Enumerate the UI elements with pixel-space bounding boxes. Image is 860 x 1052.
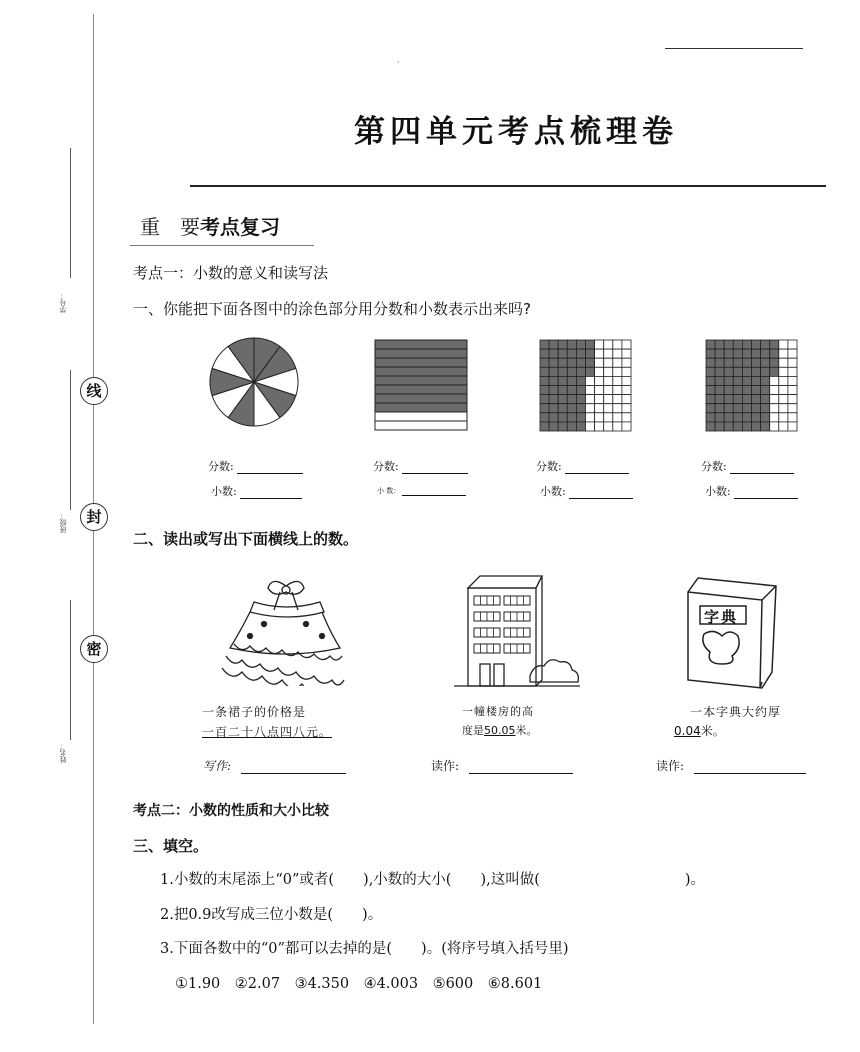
grid-cell <box>586 413 595 422</box>
grid-cell <box>752 386 761 395</box>
building-icon <box>454 572 582 690</box>
grid-cell <box>613 358 622 367</box>
grid-cell <box>724 358 733 367</box>
stripe <box>375 403 467 412</box>
grid-cell <box>604 404 613 413</box>
grid-cell <box>586 376 595 385</box>
dress-write-blank[interactable] <box>241 773 346 774</box>
grid-cell <box>604 340 613 349</box>
dress-icon <box>214 578 354 686</box>
grid-cell <box>770 349 779 358</box>
header-rule-short <box>665 48 803 49</box>
grid-cell <box>733 358 742 367</box>
grid-cell <box>779 422 788 431</box>
building-read-label: 读作: <box>431 759 460 773</box>
grid-cell <box>595 413 604 422</box>
stripe <box>375 358 467 367</box>
q3-line-1: 1.小数的末尾添上“0”或者( ),小数的大小( ),这叫做( )。 <box>160 872 706 888</box>
grid-cell <box>779 358 788 367</box>
hundred-grid-icon-b <box>705 339 798 432</box>
grid-cell <box>715 376 724 385</box>
grid-cell <box>540 349 549 358</box>
dress-write-label: 写作: <box>203 759 232 773</box>
dict-caption-2 <box>674 722 725 739</box>
fig2-decimal <box>377 486 466 496</box>
seal-mi: 密 <box>80 635 108 663</box>
side-rule-3 <box>70 600 71 740</box>
grid-cell <box>558 386 567 395</box>
grid-cell <box>770 386 779 395</box>
grid-cell <box>788 349 797 358</box>
fig4-decimal-label: 小数: <box>705 485 731 498</box>
grid-cell <box>715 358 724 367</box>
fig1-decimal-blank[interactable] <box>240 498 302 499</box>
dict-read <box>656 757 806 774</box>
grid-cell <box>788 358 797 367</box>
grid-cell <box>613 386 622 395</box>
review-prefix: 重 要 <box>140 215 200 239</box>
dictionary-icon <box>674 574 784 694</box>
grid-cell <box>742 376 751 385</box>
grid-cell <box>715 367 724 376</box>
fig3-fraction-label: 分数: <box>536 460 562 473</box>
grid-cell <box>549 404 558 413</box>
building-caption-2 <box>462 722 538 738</box>
grid-cell <box>576 340 585 349</box>
fig2-decimal-label: 小 数： <box>377 487 401 495</box>
grid-cell <box>604 358 613 367</box>
grid-cell <box>770 413 779 422</box>
grid-cell <box>558 340 567 349</box>
grid-cell <box>752 395 761 404</box>
grid-cell <box>595 367 604 376</box>
grid-cell <box>770 422 779 431</box>
grid-cell <box>549 367 558 376</box>
grid-cell <box>733 422 742 431</box>
grid-cell <box>576 358 585 367</box>
grid-cell <box>706 422 715 431</box>
grid-cell <box>724 349 733 358</box>
grid-cell <box>761 367 770 376</box>
grid-cell <box>549 340 558 349</box>
grid-cell <box>742 404 751 413</box>
grid-cell <box>622 422 631 431</box>
grid-cell <box>724 395 733 404</box>
grid-cell <box>567 395 576 404</box>
grid-cell <box>761 422 770 431</box>
dict-thickness-number: 0.04 <box>674 724 701 738</box>
grid-cell <box>733 395 742 404</box>
grid-cell <box>779 376 788 385</box>
grid-cell <box>706 376 715 385</box>
grid-cell <box>706 395 715 404</box>
grid-cell <box>549 413 558 422</box>
grid-cell <box>752 340 761 349</box>
grid-cell <box>540 367 549 376</box>
grid-cell <box>586 404 595 413</box>
grid-cell <box>724 340 733 349</box>
fig4-fraction <box>701 458 794 474</box>
grid-cell <box>706 349 715 358</box>
grid-cell <box>576 376 585 385</box>
grid-cell <box>567 367 576 376</box>
grid-cell <box>706 367 715 376</box>
grid-cell <box>567 358 576 367</box>
grid-cell <box>752 376 761 385</box>
grid-cell <box>622 395 631 404</box>
grid-cell <box>558 422 567 431</box>
fig2-fraction-blank[interactable] <box>402 473 468 474</box>
grid-cell <box>788 422 797 431</box>
grid-cell <box>770 367 779 376</box>
grid-cell <box>604 395 613 404</box>
grid-cell <box>576 404 585 413</box>
fig4-decimal <box>705 483 798 499</box>
grid-cell <box>595 386 604 395</box>
dress-caption-2: 一百二十八点四八元。 <box>202 725 333 739</box>
grid-cell <box>706 404 715 413</box>
grid-cell <box>770 395 779 404</box>
grid-cell <box>788 395 797 404</box>
grid-cell <box>586 395 595 404</box>
grid-cell <box>761 413 770 422</box>
fig1-fraction-blank[interactable] <box>237 473 303 474</box>
kaodian-1: 考点一：小数的意义和读写法 <box>133 264 329 282</box>
grid-cell <box>622 413 631 422</box>
grid-cell <box>595 395 604 404</box>
grid-cell <box>576 395 585 404</box>
grid-cell <box>706 340 715 349</box>
grid-cell <box>742 349 751 358</box>
grid-cell <box>724 413 733 422</box>
grid-cell <box>595 340 604 349</box>
grid-cell <box>788 376 797 385</box>
grid-cell <box>788 413 797 422</box>
grid-cell <box>540 422 549 431</box>
dictionary-title: 字典 <box>704 608 739 626</box>
page-title: 第四单元考点梳理卷 <box>354 114 678 150</box>
grid-cell <box>613 376 622 385</box>
grid-cell <box>540 376 549 385</box>
grid-cell <box>724 386 733 395</box>
grid-cell <box>540 340 549 349</box>
grid-cell <box>788 367 797 376</box>
grid-cell <box>761 376 770 385</box>
grid-cell <box>622 340 631 349</box>
building-caption-pre: 度是 <box>462 724 484 737</box>
grid-cell <box>715 340 724 349</box>
grid-cell <box>604 376 613 385</box>
grid-cell <box>613 349 622 358</box>
grid-cell <box>586 349 595 358</box>
grid-cell <box>567 349 576 358</box>
name-label: 姓名： <box>59 742 67 763</box>
class-label: 班级： <box>59 512 67 533</box>
grid-cell <box>779 413 788 422</box>
grid-cell <box>595 349 604 358</box>
stripe <box>375 367 467 376</box>
grid-cell <box>549 349 558 358</box>
review-heading <box>140 211 280 240</box>
grid-cell <box>549 376 558 385</box>
dict-caption-1: 一本字典大约厚 <box>690 705 782 719</box>
dict-read-label: 读作: <box>656 759 685 773</box>
fig1-decimal-label: 小数: <box>211 485 237 498</box>
grid-cell <box>715 395 724 404</box>
grid-cell <box>761 395 770 404</box>
grid-cell <box>715 413 724 422</box>
grid-cell <box>540 386 549 395</box>
grid-cell <box>733 349 742 358</box>
grid-cell <box>752 422 761 431</box>
fig3-decimal <box>540 483 633 499</box>
grid-cell <box>604 413 613 422</box>
fig2-fraction-label: 分数: <box>373 460 399 473</box>
grid-cell <box>586 340 595 349</box>
grid-cell <box>567 376 576 385</box>
grid-cell <box>779 367 788 376</box>
side-rule-2 <box>70 370 71 510</box>
q3-options: ①1.90 ②2.07 ③4.350 ④4.003 ⑤600 ⑥8.601 <box>175 976 543 992</box>
grid-cell <box>558 367 567 376</box>
title-rule <box>190 185 826 187</box>
grid-cell <box>622 367 631 376</box>
building-read <box>431 757 573 774</box>
building-read-blank[interactable] <box>469 773 573 774</box>
fig3-fraction-blank[interactable] <box>565 473 629 474</box>
student-no-label: 学号： <box>59 292 67 313</box>
fig1-fraction-label: 分数: <box>208 460 234 473</box>
stripe <box>375 385 467 394</box>
grid-cell <box>622 386 631 395</box>
grid-cell <box>742 413 751 422</box>
fig4-decimal-blank[interactable] <box>734 498 798 499</box>
grid-cell <box>742 422 751 431</box>
grid-cell <box>604 422 613 431</box>
side-rule-1 <box>70 148 71 278</box>
stripe <box>375 349 467 358</box>
grid-cell <box>595 404 604 413</box>
fig1-decimal <box>211 483 302 499</box>
grid-cell <box>733 340 742 349</box>
grid-cell <box>540 358 549 367</box>
header-dot: · <box>397 58 400 67</box>
fig4-fraction-label: 分数: <box>701 460 727 473</box>
grid-cell <box>788 404 797 413</box>
grid-cell <box>742 395 751 404</box>
q3-line-3: 3.下面各数中的“0”都可以去掉的是( )。(将序号填入括号里) <box>160 941 569 957</box>
grid-cell <box>733 386 742 395</box>
grid-cell <box>742 367 751 376</box>
stripe <box>375 412 467 421</box>
grid-cell <box>567 413 576 422</box>
grid-cell <box>752 404 761 413</box>
grid-cell <box>742 358 751 367</box>
q3-heading: 三、填空。 <box>133 837 209 855</box>
grid-cell <box>540 413 549 422</box>
grid-cell <box>613 367 622 376</box>
q3-line-2: 2.把0.9改写成三位小数是( )。 <box>160 907 383 923</box>
grid-cell <box>576 367 585 376</box>
fig3-fraction <box>536 458 629 474</box>
building-caption-1: 一幢楼房的高 <box>462 705 534 718</box>
grid-cell <box>779 395 788 404</box>
grid-cell <box>733 376 742 385</box>
striped-square-icon <box>374 339 468 431</box>
grid-cell <box>733 404 742 413</box>
fig2-fraction <box>373 458 468 474</box>
fig1-fraction <box>208 458 303 474</box>
grid-cell <box>576 413 585 422</box>
grid-cell <box>586 386 595 395</box>
grid-cell <box>724 376 733 385</box>
grid-cell <box>752 367 761 376</box>
building-height-number: 50.05 <box>484 724 516 737</box>
grid-cell <box>613 404 622 413</box>
q2-heading: 二、读出或写出下面横线上的数。 <box>133 530 359 548</box>
seal-feng: 封 <box>80 503 108 531</box>
grid-cell <box>558 349 567 358</box>
grid-cell <box>613 395 622 404</box>
grid-cell <box>586 422 595 431</box>
grid-cell <box>761 358 770 367</box>
grid-cell <box>567 340 576 349</box>
grid-cell <box>558 395 567 404</box>
grid-cell <box>779 340 788 349</box>
grid-cell <box>604 386 613 395</box>
hundred-grid-icon-a <box>539 339 632 432</box>
grid-cell <box>715 404 724 413</box>
fig4-fraction-blank[interactable] <box>730 473 794 474</box>
grid-cell <box>770 358 779 367</box>
grid-cell <box>576 386 585 395</box>
review-rule <box>130 245 314 246</box>
grid-cell <box>595 358 604 367</box>
grid-cell <box>779 404 788 413</box>
seal-line: 线 <box>80 377 108 405</box>
grid-cell <box>724 422 733 431</box>
grid-cell <box>576 349 585 358</box>
grid-cell <box>604 349 613 358</box>
grid-cell <box>622 376 631 385</box>
grid-cell <box>558 413 567 422</box>
grid-cell <box>706 386 715 395</box>
grid-cell <box>558 376 567 385</box>
grid-cell <box>613 422 622 431</box>
dict-read-blank[interactable] <box>694 773 806 774</box>
grid-cell <box>706 413 715 422</box>
grid-cell <box>567 422 576 431</box>
grid-cell <box>622 349 631 358</box>
grid-cell <box>549 395 558 404</box>
grid-cell <box>742 386 751 395</box>
grid-cell <box>742 340 751 349</box>
dress-write <box>203 757 346 774</box>
grid-cell <box>567 386 576 395</box>
grid-cell <box>779 349 788 358</box>
grid-cell <box>770 404 779 413</box>
grid-cell <box>613 340 622 349</box>
grid-cell <box>549 422 558 431</box>
dress-caption-1: 一条裙子的价格是 <box>202 705 307 719</box>
fig3-decimal-label: 小数: <box>540 485 566 498</box>
grid-cell <box>733 413 742 422</box>
grid-cell <box>761 340 770 349</box>
grid-cell <box>761 404 770 413</box>
grid-cell <box>779 386 788 395</box>
kaodian-2: 考点二：小数的性质和大小比较 <box>133 803 329 819</box>
stripe <box>375 376 467 385</box>
grid-cell <box>706 358 715 367</box>
fig3-decimal-blank[interactable] <box>569 498 633 499</box>
grid-cell <box>595 422 604 431</box>
grid-cell <box>788 340 797 349</box>
grid-cell <box>558 404 567 413</box>
grid-cell <box>595 376 604 385</box>
grid-cell <box>733 367 742 376</box>
grid-cell <box>540 404 549 413</box>
grid-cell <box>724 404 733 413</box>
grid-cell <box>576 422 585 431</box>
grid-cell <box>752 358 761 367</box>
grid-cell <box>613 413 622 422</box>
grid-cell <box>549 358 558 367</box>
q1-heading: 一、你能把下面各图中的涂色部分用分数和小数表示出来吗? <box>133 300 531 318</box>
grid-cell <box>715 386 724 395</box>
grid-cell <box>724 367 733 376</box>
building-caption-post: 米。 <box>515 724 538 737</box>
grid-cell <box>715 349 724 358</box>
pie-10-icon <box>208 336 300 428</box>
grid-cell <box>770 376 779 385</box>
grid-cell <box>549 386 558 395</box>
grid-cell <box>604 367 613 376</box>
grid-cell <box>586 358 595 367</box>
stripe <box>375 421 467 430</box>
grid-cell <box>788 386 797 395</box>
grid-cell <box>586 367 595 376</box>
grid-cell <box>770 340 779 349</box>
grid-cell <box>752 413 761 422</box>
grid-cell <box>540 395 549 404</box>
grid-cell <box>567 404 576 413</box>
grid-cell <box>558 358 567 367</box>
grid-cell <box>761 349 770 358</box>
stripe <box>375 394 467 403</box>
stripe <box>375 340 467 349</box>
grid-cell <box>622 404 631 413</box>
grid-cell <box>715 422 724 431</box>
grid-cell <box>752 349 761 358</box>
grid-cell <box>622 358 631 367</box>
review-strong: 考点复习 <box>200 215 280 239</box>
grid-cell <box>761 386 770 395</box>
fig2-decimal-blank[interactable] <box>402 495 466 496</box>
dict-caption-post: 米。 <box>700 724 725 738</box>
